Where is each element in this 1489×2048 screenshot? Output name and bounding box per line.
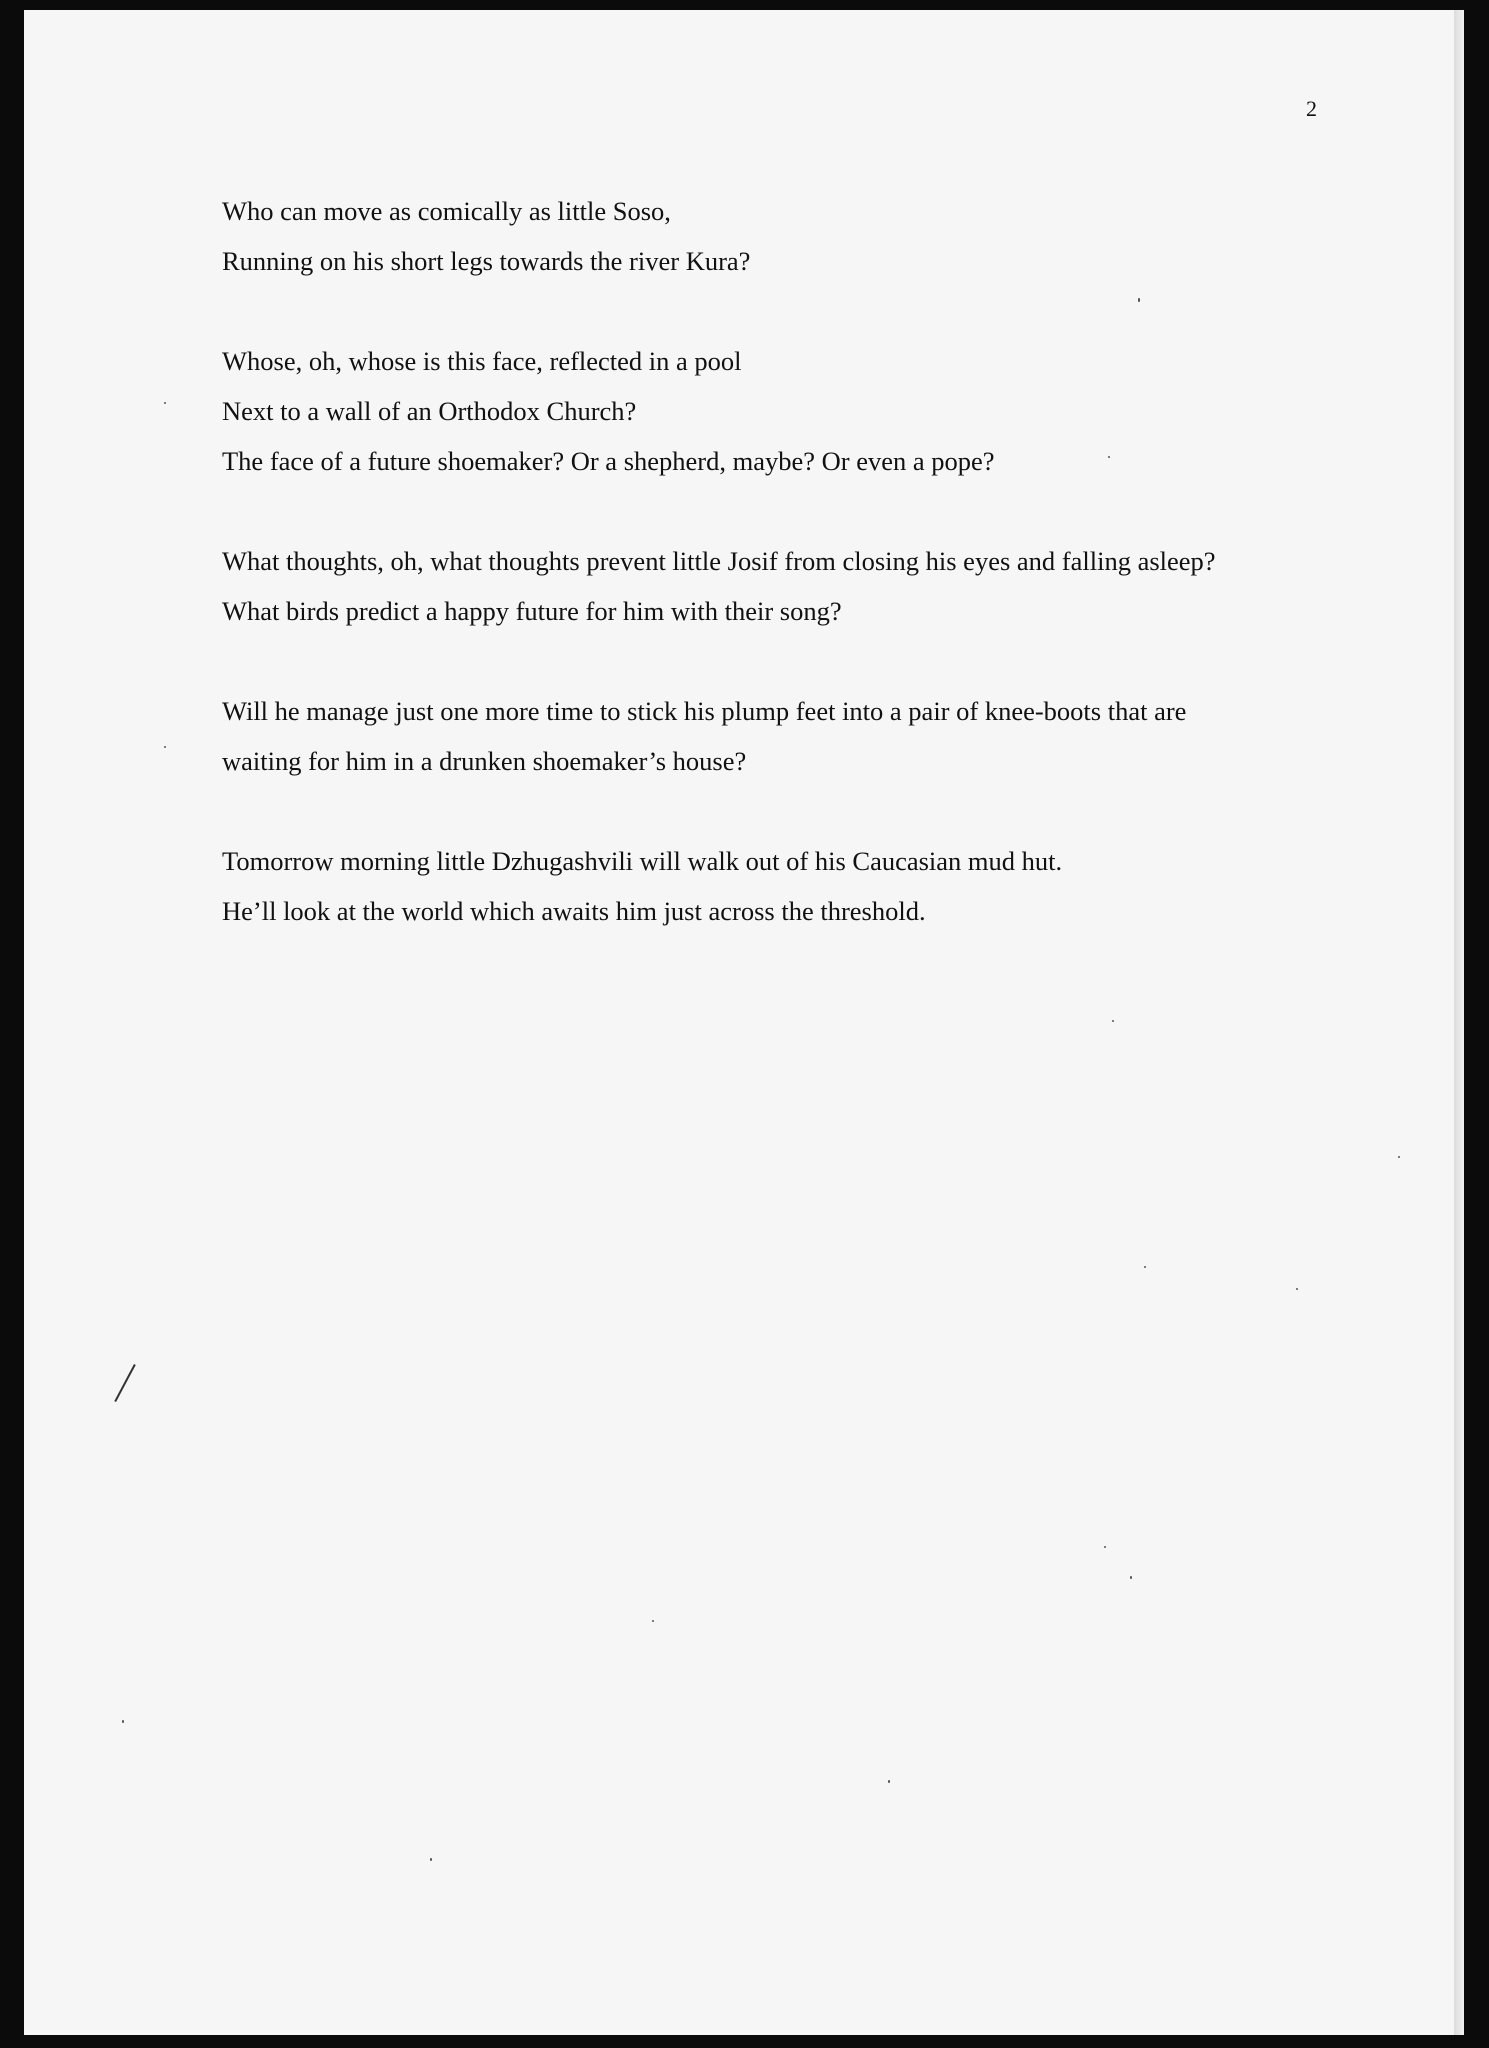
poem-line: Tomorrow morning little Dzhugashvili will walk out of his Caucasian mud hut. [222,846,1063,876]
dust-speck [652,1620,654,1622]
dust-speck [1108,456,1110,458]
poem-line: waiting for him in a drunken shoemaker’s house? [222,746,747,776]
poem-line: He’ll look at the world which awaits him just across the threshold. [222,896,926,926]
poem-line: What birds predict a happy future for him with their song? [222,596,842,626]
dust-speck [122,1720,124,1723]
dust-speck [164,746,166,748]
stanza-1 [222,186,1402,286]
poem-line: Who can move as comically as little Soso, [222,196,671,226]
poem-line: Will he manage just one more time to stick his plump feet into a pair of knee-boots that are [222,696,1187,726]
stanza-gap [222,636,1402,686]
stanza-5 [222,836,1402,936]
dust-speck [1296,1288,1298,1290]
dust-speck [1138,298,1140,302]
sheet-edge-shadow [1454,10,1464,2035]
stanza-gap [222,286,1402,336]
poem-line: Running on his short legs towards the river Kura? [222,246,751,276]
dust-speck [1144,1266,1146,1268]
dust-speck [1398,1156,1400,1158]
poem-line: Next to a wall of an Orthodox Church? [222,396,637,426]
stanza-gap [222,486,1402,536]
stanza-gap [222,786,1402,836]
poem-line: What thoughts, oh, what thoughts prevent little Josif from closing his eyes and falling asleep? [222,546,1216,576]
dust-speck [888,1780,890,1783]
dust-speck [1112,1020,1114,1022]
dust-speck [164,402,166,404]
stanza-4 [222,686,1402,786]
pencil-mark [114,1364,135,1402]
poem-line: The face of a future shoemaker? Or a shepherd, maybe? Or even a pope? [222,446,995,476]
dust-speck [430,1858,432,1861]
stanza-2 [222,336,1402,486]
page-number: 2 [1306,96,1317,121]
poem-line: Whose, oh, whose is this face, reflected in a pool [222,346,742,376]
paper-sheet [24,10,1464,2035]
poem-text [222,186,1402,936]
dust-speck [1104,1546,1106,1548]
stanza-3 [222,536,1402,636]
dust-speck [1130,1576,1132,1579]
